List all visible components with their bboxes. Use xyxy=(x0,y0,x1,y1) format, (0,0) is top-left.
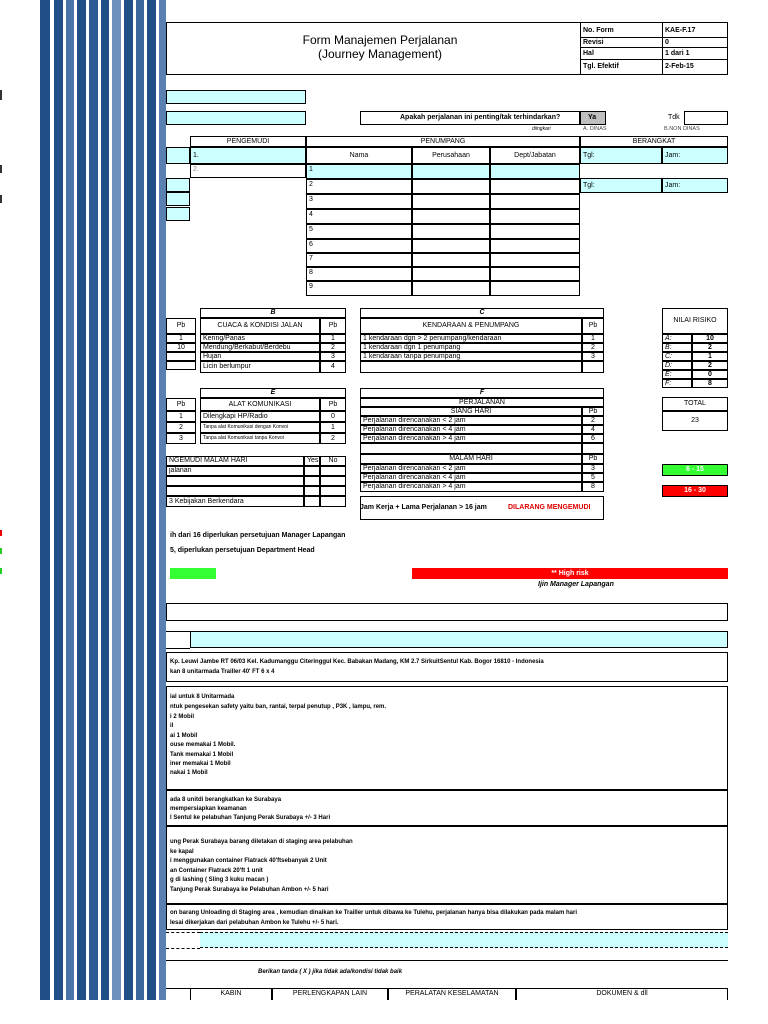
checklist-note: Berikan tanda ( X ) jika tidak ada/kondisi tidak baik xyxy=(258,969,403,975)
field-input-2[interactable] xyxy=(166,111,306,125)
driver-row-2[interactable]: 2. xyxy=(190,164,306,178)
section-f-siang-row: Perjalanan direncanakan < 2 jam xyxy=(360,416,582,425)
section-b-row-pb: 3 xyxy=(320,352,346,361)
signature-box[interactable] xyxy=(166,603,728,621)
risk-total-label: TOTAL xyxy=(662,397,728,411)
section-e-letter: E xyxy=(200,388,346,398)
risk-value: 8 xyxy=(692,379,728,388)
green-approval-bar xyxy=(170,568,216,579)
night-row: jalanan xyxy=(166,466,304,476)
meta-label-3: Tgl. Efektif xyxy=(583,63,619,70)
section-f-malam-pb: 3 xyxy=(582,464,604,473)
driver-row-1[interactable]: 1. xyxy=(190,147,306,164)
meta-label-1: Revisi xyxy=(583,39,604,46)
night-row xyxy=(166,486,304,496)
red-high-risk-bar: ** High risk xyxy=(412,568,728,579)
driver-side-3[interactable] xyxy=(166,192,190,206)
notes-2-line: mempersiapkan keamanan xyxy=(170,806,247,812)
checklist-col-kabin: KABIN xyxy=(190,988,272,1000)
passenger-row[interactable]: 2 xyxy=(306,179,412,194)
section-b-letter: B xyxy=(200,308,346,318)
approval-line-1: ih dari 16 diperlukan persetujuan Manager Lapangan xyxy=(170,532,346,539)
section-e-row: Dilengkapi HP/Radio xyxy=(200,411,320,422)
passenger-row[interactable]: 4 xyxy=(306,209,412,224)
checklist-col-perlengkapan: PERLENGKAPAN LAIN xyxy=(272,988,388,1000)
dept-header: Dept/Jabatan xyxy=(490,147,580,164)
passenger-cell[interactable] xyxy=(412,239,490,253)
risk-label: D: xyxy=(662,361,692,370)
section-e-row: Tanpa alat Komunikasi tanpa Konvoi xyxy=(200,433,320,444)
section-c-row xyxy=(360,361,582,373)
night-no: No xyxy=(320,456,346,466)
route-line-1: Kp. Leuwi Jambe RT 06/03 Kel. Kadumanggu Citeringgul Kec. Babakan Madang, KM 2.7 SirkuitSentul Kab. Bogor 16810 - Indonesia xyxy=(170,659,544,665)
notes-3-line: ke kapal xyxy=(170,849,194,855)
night-yes: Yes xyxy=(304,456,320,466)
section-c-row: 1 kendaraan tanpa penumpang xyxy=(360,352,582,361)
section-f-siang-pb: 4 xyxy=(582,425,604,434)
meta-label-2: Hal xyxy=(583,50,594,57)
notes-3-line: ung Perak Surabaya barang diletakan di staging area pelabuhan xyxy=(170,839,353,845)
passenger-cell[interactable] xyxy=(490,194,580,209)
night-yes-box[interactable] xyxy=(304,496,320,507)
section-f-pb: Pb xyxy=(582,454,604,464)
jam-field-1[interactable]: Jam: xyxy=(662,147,728,164)
driver-side-1[interactable] xyxy=(166,147,190,164)
risk-label: C: xyxy=(662,352,692,361)
passenger-cell[interactable] xyxy=(412,164,490,179)
passenger-cell[interactable] xyxy=(412,209,490,224)
section-f-malam-row: Perjalanan direncanakan > 4 jam xyxy=(360,482,582,492)
section-f-siang: SIANG HARI xyxy=(360,407,582,416)
section-f-pb: Pb xyxy=(582,407,604,416)
risk-value: 2 xyxy=(692,361,728,370)
passenger-cell[interactable] xyxy=(490,281,580,296)
manager-approval-label: Ijin Manager Lapangan xyxy=(538,581,614,588)
section-e-row-pb: 0 xyxy=(320,411,346,422)
section-c-row-pb: 3 xyxy=(582,352,604,361)
section-c-row: 1 kendaraan dgn > 2 penumpang/kendaraan xyxy=(360,334,582,343)
passenger-cell[interactable] xyxy=(490,253,580,267)
field-input-1[interactable] xyxy=(166,90,306,104)
notes-1-line: il xyxy=(170,723,174,729)
section-b-row: Hujan xyxy=(200,352,320,361)
passenger-cell[interactable] xyxy=(412,281,490,296)
passenger-table xyxy=(306,164,580,296)
risk-value: 0 xyxy=(692,370,728,379)
route-box xyxy=(166,652,728,682)
section-b-row: Kering/Panas xyxy=(200,334,320,343)
night-row xyxy=(166,476,304,486)
section-e-title: ALAT KOMUNIKASI xyxy=(200,398,320,411)
risk-total: 23 xyxy=(662,411,728,431)
left-stripe-panel xyxy=(40,0,166,1000)
section-e-pb-val: 1 xyxy=(166,411,196,422)
section-c-row-pb xyxy=(582,361,604,373)
section-c-row-pb: 1 xyxy=(582,334,604,343)
section-e-row-pb: 1 xyxy=(320,422,346,433)
section-e-row: Tanpa alat Komunikasi dengan Konvoi xyxy=(200,422,320,433)
passenger-row[interactable]: 3 xyxy=(306,194,412,209)
passenger-row[interactable]: 1 xyxy=(306,164,412,179)
passenger-cell[interactable] xyxy=(490,209,580,224)
passenger-cell[interactable] xyxy=(490,224,580,239)
meta-value-0: KAE-F.17 xyxy=(665,27,696,34)
section-b-row-pb: 1 xyxy=(320,334,346,343)
risk-label: E: xyxy=(662,370,692,379)
risk-green-band: 6 - 15 xyxy=(662,464,728,476)
meta-value-2: 1 dari 1 xyxy=(665,50,690,57)
section-b-pb-val: 1 xyxy=(166,334,196,343)
section-f-malam-pb: 5 xyxy=(582,473,604,482)
jam-field-2[interactable]: Jam: xyxy=(662,178,728,193)
section-c-letter: C xyxy=(360,308,604,318)
night-kebijakan: 3 Kebijakan Berkendara xyxy=(166,496,304,507)
risk-red-band: 16 - 30 xyxy=(662,485,728,497)
pengemudi-header: PENGEMUDI xyxy=(190,136,306,147)
notes-3-line: i menggunakan container Flatrack 40'ftsebanyak 2 Unit xyxy=(170,858,327,864)
tdk-label: Tdk xyxy=(668,114,680,121)
notes-1-line: ial untuk 8 Unitarmada xyxy=(170,694,235,700)
notes-3-line: Tanjung Perak Surabaya ke Pelabuhan Ambon +/- 5 hari xyxy=(170,887,329,893)
notes-1-line: iner memakai 1 Mobil xyxy=(170,761,231,767)
risk-title: NILAI RISIKO xyxy=(662,308,728,334)
night-no-box[interactable] xyxy=(320,486,346,496)
section-b-row: Mendung/Berkabut/Berdebu xyxy=(200,343,320,352)
bottom-cyan-field[interactable] xyxy=(200,932,728,948)
section-b-row-pb: 4 xyxy=(320,361,346,373)
notes-1-line: ouse memakai 1 Mobil. xyxy=(170,742,236,748)
driver-side-2[interactable] xyxy=(166,178,190,192)
notes-1-line: Tank memakai 1 Mobil xyxy=(170,752,234,758)
risk-value: 10 xyxy=(692,334,728,343)
checklist-col-keselamatan: PERALATAN KESELAMATAN xyxy=(388,988,516,1000)
night-yes-box[interactable] xyxy=(304,466,320,476)
passenger-cell[interactable] xyxy=(412,194,490,209)
tgl-field-1[interactable]: Tgl: xyxy=(580,147,662,164)
section-b-pb: Pb xyxy=(320,318,346,334)
notes-1-line: ai 1 Mobil xyxy=(170,733,198,739)
section-f-siang-row: Perjalanan direncanakan < 4 jam xyxy=(360,425,582,434)
section-f-siang-pb: 2 xyxy=(582,416,604,425)
risk-value: 2 xyxy=(692,343,728,352)
section-f-malam-pb: 8 xyxy=(582,482,604,492)
section-f-letter: F xyxy=(360,388,604,398)
risk-label: A: xyxy=(662,334,692,343)
b-non-dinas-label: B.NON DINAS xyxy=(664,126,700,132)
passenger-cell[interactable] xyxy=(412,224,490,239)
form-subtitle: (Journey Management) xyxy=(317,47,443,61)
route-line-2: kan 8 unitarmada Trailler 40' FT 6 x 4 xyxy=(170,669,275,675)
notes-2-line: l Sentul ke pelabuhan Tanjung Perak Surabaya +/- 3 Hari xyxy=(170,815,331,821)
passenger-cell[interactable] xyxy=(490,239,580,253)
passenger-row[interactable]: 9 xyxy=(306,281,412,296)
section-f-title: PERJALANAN xyxy=(360,398,604,407)
night-no-box[interactable] xyxy=(320,496,346,507)
approval-line-2: 5, diperlukan persetujuan Department Head xyxy=(170,547,315,554)
section-b-pb-val xyxy=(166,361,196,370)
section-e-pb-left: Pb xyxy=(166,398,196,411)
notes-box-1 xyxy=(166,686,728,790)
night-no-box[interactable] xyxy=(320,476,346,486)
driver-side-4[interactable] xyxy=(166,207,190,221)
section-f-malam: MALAM HARI xyxy=(360,454,582,464)
section-e-pb: Pb xyxy=(320,398,346,411)
passenger-row[interactable]: 5 xyxy=(306,224,412,239)
passenger-row[interactable]: 6 xyxy=(306,239,412,253)
checklist-col-dokumen: DOKUMEN & dll xyxy=(516,988,728,1000)
notes-3-line: g di lashing ( Sling 3 kuku macan ) xyxy=(170,877,269,883)
night-title: NGEMUDI MALAM HARI xyxy=(166,456,304,466)
section-e-row-pb: 2 xyxy=(320,433,346,444)
passenger-cell[interactable] xyxy=(490,267,580,281)
penumpang-header: PENUMPANG xyxy=(306,136,580,147)
form-title: Form Manajemen Perjalanan xyxy=(302,33,458,47)
notes-1-line: i 2 Mobil xyxy=(170,714,194,720)
notes-3-line: an Container Flatrack 20'ft 1 unit xyxy=(170,868,263,874)
jam-kerja-text: Jam Kerja + Lama Perjalanan > 16 jam xyxy=(360,504,487,511)
berangkat-header: BERANGKAT xyxy=(580,136,728,147)
passenger-cell[interactable] xyxy=(412,179,490,194)
meta-value-1: 0 xyxy=(665,39,669,46)
section-c-row-pb: 2 xyxy=(582,343,604,352)
section-b-row: Licin berlumpur xyxy=(200,361,320,373)
section-f-spacer xyxy=(360,443,582,454)
section-b-pb-left: Pb xyxy=(166,318,196,334)
section-f-malam-row: Perjalanan direncanakan < 4 jam xyxy=(360,473,582,482)
route-cyan-field[interactable] xyxy=(190,631,728,648)
night-no-box[interactable] xyxy=(320,466,346,476)
section-e-pb-val: 3 xyxy=(166,433,196,444)
section-c-row: 1 kendaraan dgn 1 penumpang xyxy=(360,343,582,352)
night-yes-box[interactable] xyxy=(304,476,320,486)
section-f-siang-pb: 6 xyxy=(582,434,604,443)
passenger-cell[interactable] xyxy=(412,267,490,281)
dilarang-text: DILARANG MENGEMUDI xyxy=(508,504,591,511)
section-c-pb: Pb xyxy=(582,318,604,334)
section-c-title: KENDARAAN & PENUMPANG xyxy=(360,318,582,334)
meta-label-0: No. Form xyxy=(583,27,614,34)
section-b-title: CUACA & KONDISI JALAN xyxy=(200,318,320,334)
notes-1-line: ntuk pengesekan safety yaitu ban, rantai, terpal penutup , P3K , lampu, rem. xyxy=(170,704,387,710)
risk-value: 1 xyxy=(692,352,728,361)
tdk-box[interactable] xyxy=(684,111,728,125)
passenger-cell[interactable] xyxy=(412,253,490,267)
passenger-row[interactable]: 8 xyxy=(306,267,412,281)
notes-4-line: on barang Unloading di Staging area , kemudian dinaikan ke Trailler untuk dibawa ke Tulehu, perjalanan hanya bisa dilakukan pada malam hari xyxy=(170,910,577,916)
ya-label: Ya xyxy=(588,114,597,121)
passenger-row[interactable]: 7 xyxy=(306,253,412,267)
risk-label: B: xyxy=(662,343,692,352)
section-f-siang-row: Perjalanan direncanakan > 4 jam xyxy=(360,434,582,443)
tgl-field-2[interactable]: Tgl: xyxy=(580,178,662,193)
notes-2-line: ada 8 unitdi berangkatkan ke Surabaya xyxy=(170,797,282,803)
meta-value-3: 2-Feb-15 xyxy=(665,63,694,70)
passenger-cell[interactable] xyxy=(490,179,580,194)
perusahaan-header: Perusahaan xyxy=(412,147,490,164)
section-b-pb-val xyxy=(166,352,196,361)
notes-4-line: lesai dikerjakan dari pelabuhan Ambon ke Tulehu +/- 5 hari. xyxy=(170,920,339,926)
risk-label: F: xyxy=(662,379,692,388)
section-b-row-pb: 2 xyxy=(320,343,346,352)
notes-1-line: nakai 1 Mobil xyxy=(170,770,208,776)
question-note: diingkari xyxy=(532,126,551,132)
section-f-spacer xyxy=(582,443,604,454)
nama-header: Nama xyxy=(306,147,412,164)
a-dinas-label: A. DINAS xyxy=(583,126,607,132)
passenger-cell[interactable] xyxy=(490,164,580,179)
section-e-pb-val: 2 xyxy=(166,422,196,433)
night-yes-box[interactable] xyxy=(304,486,320,496)
section-f-malam-row: Perjalanan direncanakan < 2 jam xyxy=(360,464,582,473)
section-b-pb-val: 10 xyxy=(166,343,196,352)
question-text: Apakah perjalanan ini penting/tak terhindarkan? xyxy=(400,114,561,121)
